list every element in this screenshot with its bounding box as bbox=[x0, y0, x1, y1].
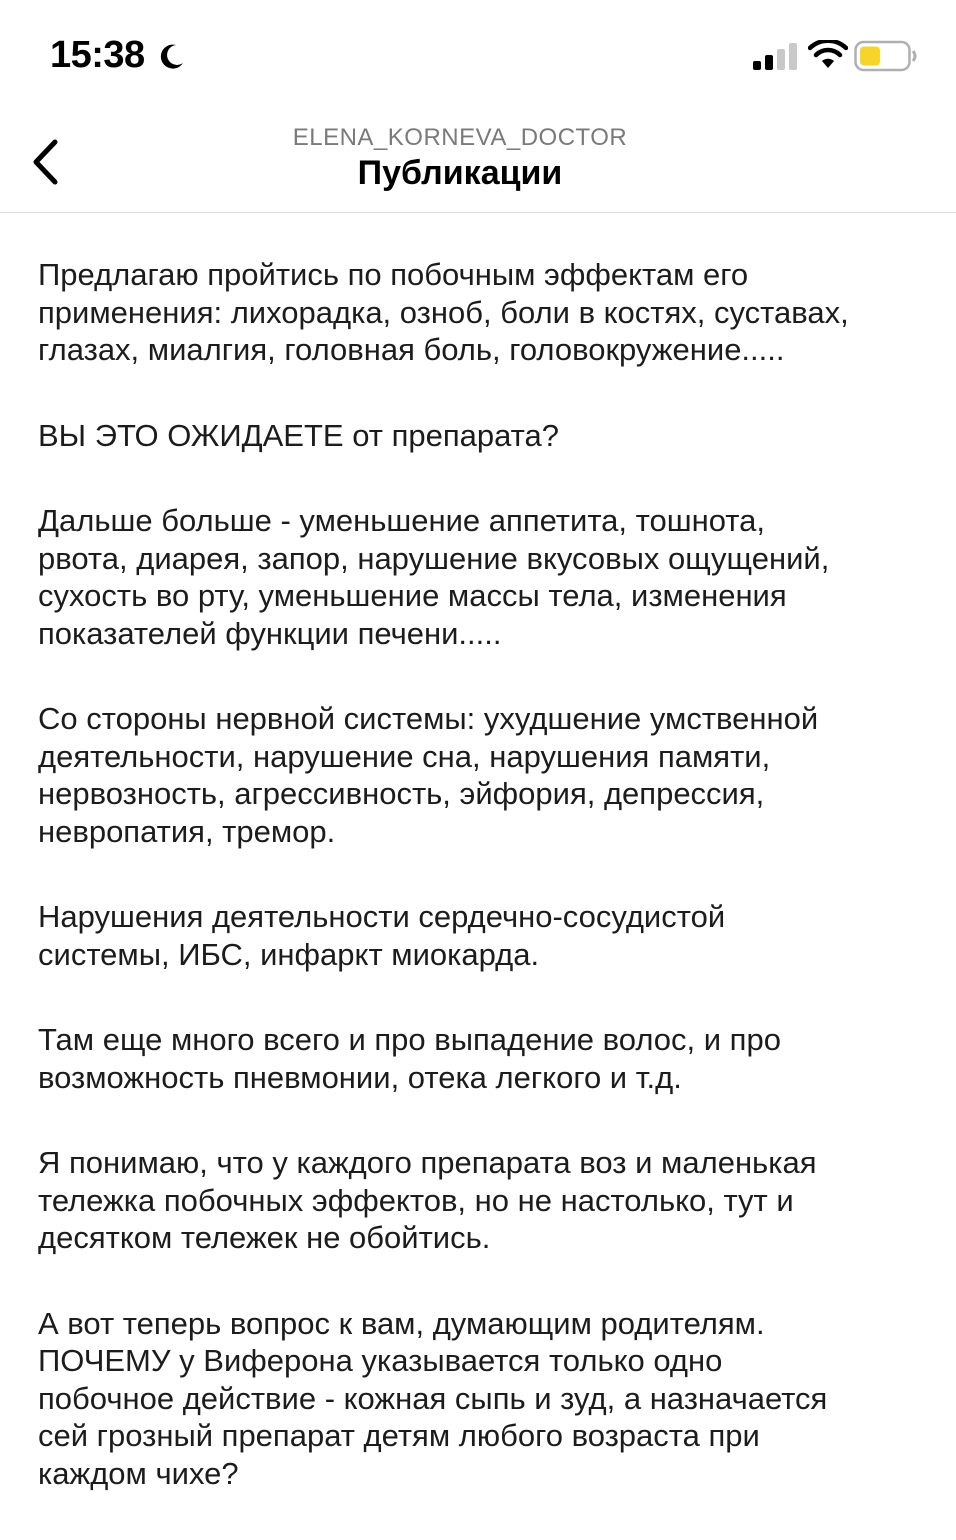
post-caption bbox=[38, 256, 928, 1540]
post-paragraph: ВЫ ЭТО ОЖИДАЕТЕ от препарата? bbox=[38, 417, 559, 453]
profile-username[interactable]: ELENA_KORNEVA_DOCTOR bbox=[292, 124, 628, 151]
page-title: Публикации bbox=[357, 154, 563, 192]
battery-icon bbox=[854, 40, 918, 72]
status-bar bbox=[0, 0, 956, 110]
post-paragraph: Предлагаю пройтись по побочным эффектам его применения: лихорадка, озноб, боли в костях, суставах, глазах, миалгия, головная боль, головокружение..... bbox=[38, 257, 849, 367]
post-paragraph: А вот теперь вопрос к вам, думающим родителям. ПОЧЕМУ у Виферона указывается только одно побочное действие - кожная сыпь и зуд, а назначается сей грозный препарат детям любого возраста при каждом чихе? bbox=[38, 1305, 828, 1491]
signal-icon bbox=[753, 42, 799, 70]
post-paragraph: Со стороны нервной системы: ухудшение умственной деятельности, нарушение сна, нарушения памяти, нервозность, агрессивность, эйфория, депрессия, невропатия, тремор. bbox=[38, 701, 819, 849]
post-paragraph: Я понимаю, что у каждого препарата воз и маленькая тележка побочных эффектов, но не настолько, тут и десятком тележек не обойтись. bbox=[38, 1145, 817, 1255]
wifi-icon bbox=[808, 40, 848, 70]
nav-header bbox=[0, 110, 956, 213]
post-paragraph: Там еще много всего и про выпадение волос, и про возможность пневмонии, отека легкого и т.д. bbox=[38, 1022, 781, 1095]
moon-icon bbox=[158, 42, 186, 70]
status-time: 15:38 bbox=[50, 34, 145, 76]
post-paragraph: Нарушения деятельности сердечно-сосудистой системы, ИБС, инфаркт миокарда. bbox=[38, 899, 726, 972]
post-paragraph: Дальше больше - уменьшение аппетита, тошнота, рвота, диарея, запор, нарушение вкусовых ощущений, сухость во рту, уменьшение массы тела, изменения показателей функции печени..... bbox=[38, 503, 830, 651]
